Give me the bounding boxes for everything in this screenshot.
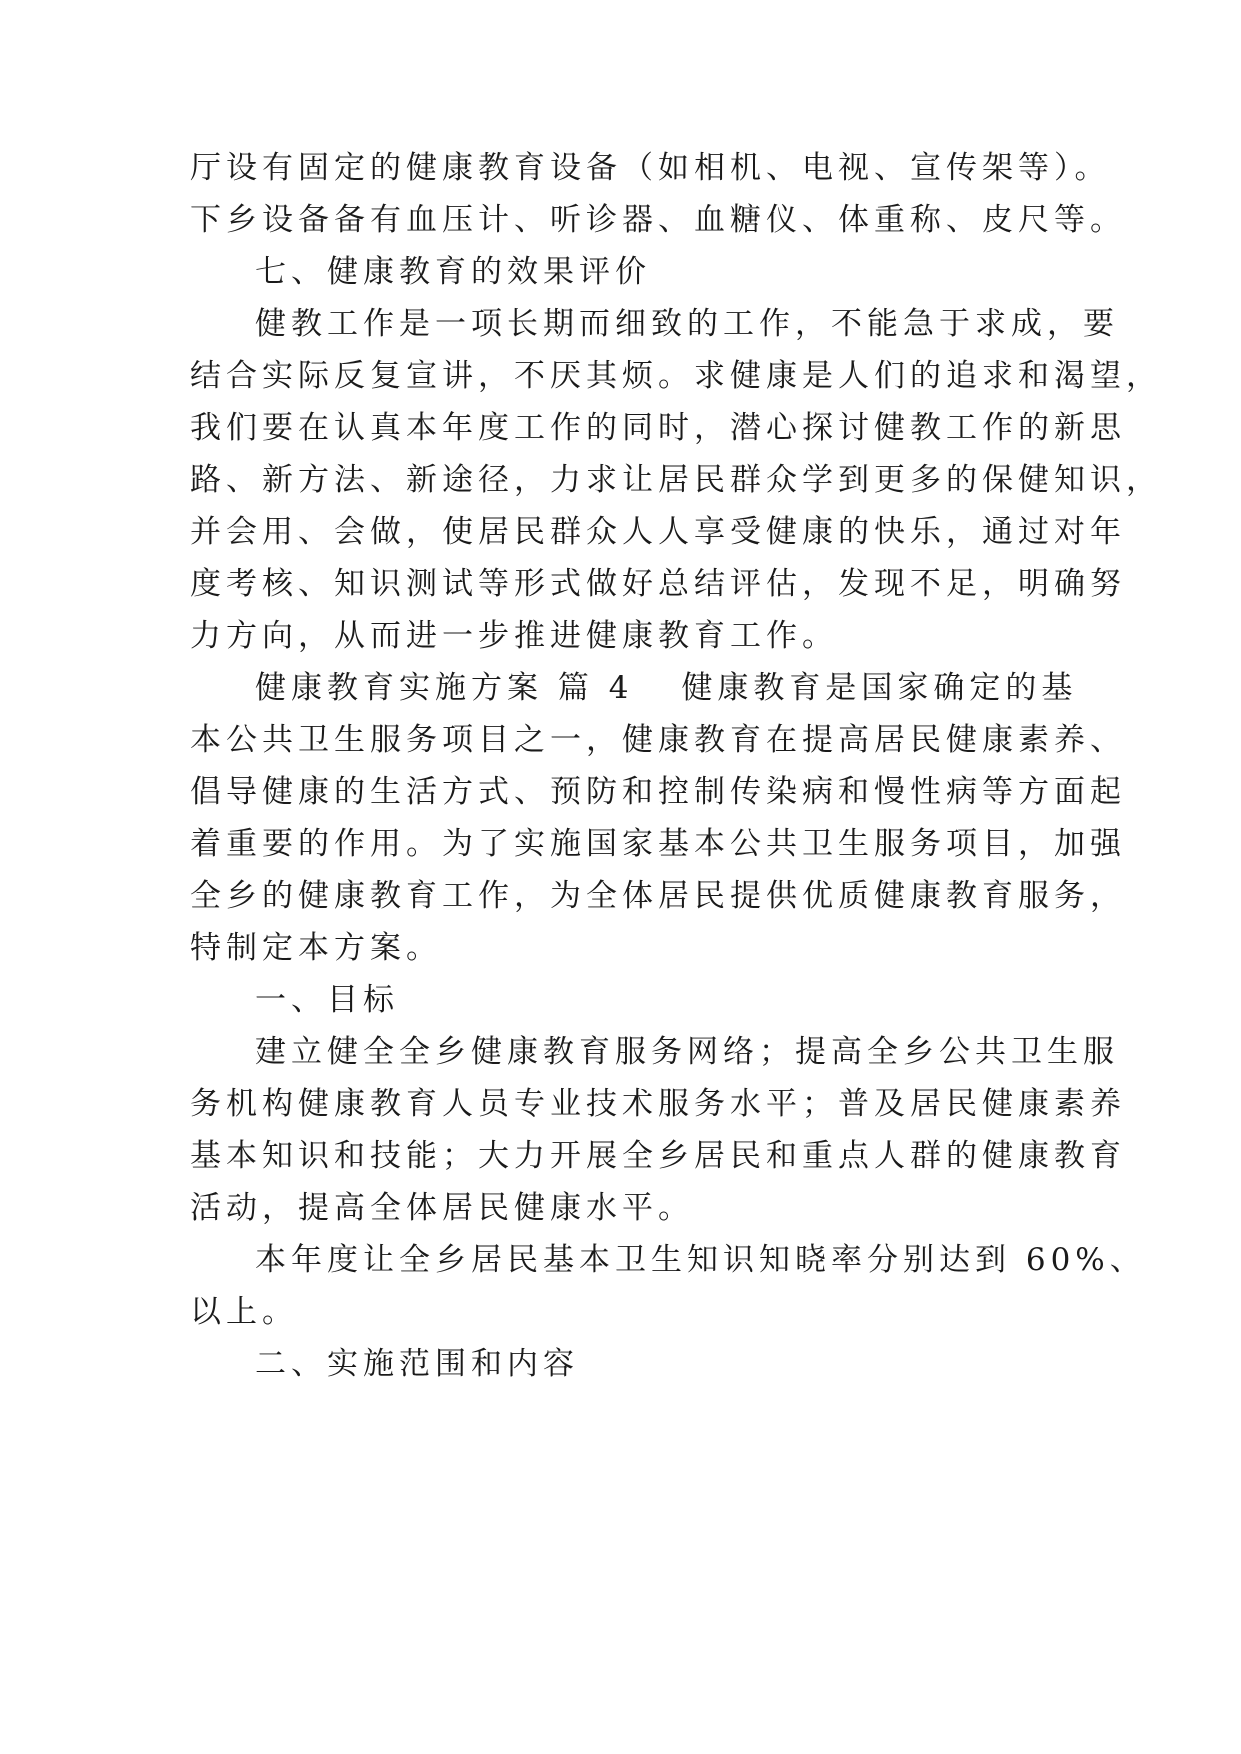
text-line: 力方向，从而进一步推进健康教育工作。: [190, 618, 838, 654]
text-line: 特制定本方案。: [190, 930, 442, 966]
text-line: 活动，提高全体居民健康水平。: [190, 1190, 694, 1226]
article-title-line: [255, 668, 1077, 708]
text-line: 我们要在认真本年度工作的同时，潜心探讨健教工作的新思: [190, 410, 1126, 446]
text-line: 本公共卫生服务项目之一，健康教育在提高居民健康素养、: [190, 722, 1126, 758]
text-line: 本年度让全乡居民基本卫生知识知晓率分别达到 60%、: [255, 1242, 1146, 1278]
text-fragment: 健康教育是国家确定的基: [681, 670, 1078, 706]
text-line: 全乡的健康教育工作，为全体居民提供优质健康教育服务，: [190, 878, 1126, 914]
text-line: 务机构健康教育人员专业技术服务水平；普及居民健康素养: [190, 1086, 1126, 1122]
text-line: 厅设有固定的健康教育设备（如相机、电视、宣传架等）。: [190, 150, 1111, 186]
section-heading: 一、目标: [255, 982, 399, 1018]
text-line: 健教工作是一项长期而细致的工作，不能急于求成，要: [255, 306, 1119, 342]
text-line: 并会用、会做，使居民群众人人享受健康的快乐，通过对年: [190, 514, 1126, 550]
article-title: 健康教育实施方案 篇 4: [255, 670, 634, 706]
text-line: 建立健全全乡健康教育服务网络；提高全乡公共卫生服: [255, 1034, 1119, 1070]
section-heading: 七、健康教育的效果评价: [255, 254, 651, 290]
text-line: 倡导健康的生活方式、预防和控制传染病和慢性病等方面起: [190, 774, 1126, 810]
text-line: 下乡设备备有血压计、听诊器、血糖仪、体重称、皮尺等。: [190, 202, 1126, 238]
text-line: 路、新方法、新途径，力求让居民群众学到更多的保健知识，: [190, 462, 1162, 498]
text-line: 着重要的作用。为了实施国家基本公共卫生服务项目，加强: [190, 826, 1126, 862]
text-line: 度考核、知识测试等形式做好总结评估，发现不足，明确努: [190, 566, 1126, 602]
text-line: 以上。: [190, 1294, 298, 1330]
section-heading: 二、实施范围和内容: [255, 1346, 579, 1382]
text-line: 基本知识和技能；大力开展全乡居民和重点人群的健康教育: [190, 1138, 1126, 1174]
text-line: 结合实际反复宣讲，不厌其烦。求健康是人们的追求和渴望，: [190, 358, 1162, 394]
